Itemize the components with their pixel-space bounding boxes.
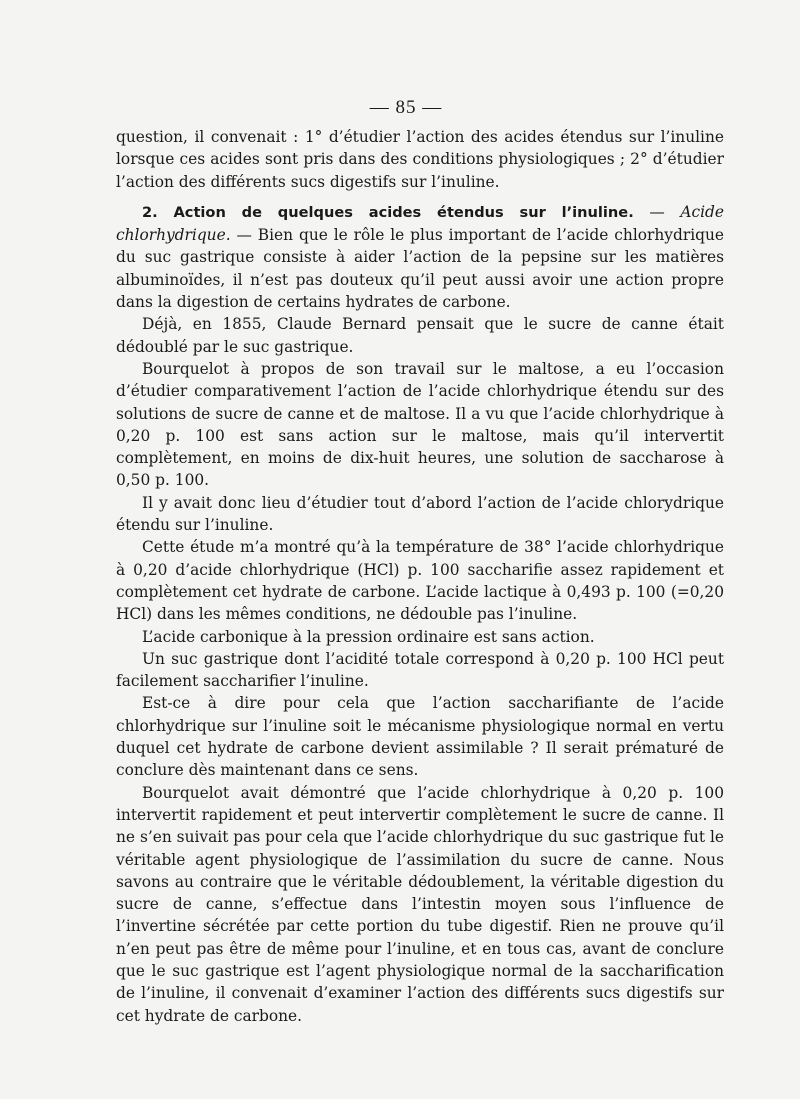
page-number: — 85 — — [369, 97, 443, 118]
section-text: — Bien que le rôle le plus important de l’acide chlorhydrique du suc gastrique consiste à aider l’action de la pepsine sur les matières albuminoïdes, il n’est pas douteux qu’il peut aussi avoir une action propre dans la digestion de certains hydrates de carbone. — [116, 226, 724, 312]
paragraph: Bourquelot avait démontré que l’acide chlorhydrique à 0,20 p. 100 intervertit rapidement et peut intervertir complètement le sucre de canne. Il ne s’en suivait pas pour cela que l’acide chlorhydrique du suc gastrique fut le véritable agent physiologique de l’assimilation du sucre de canne. Nous savons au contraire que le véritable dédoublement, la véritable digestion du sucre de canne, s’effectue dans l’intestin moyen sous l’influence de l’invertine sécrétée par cette portion du tube digestif. Rien ne prouve qu’il n’en peut pas être de même pour l’inuline, et en tous cas, avant de conclure que le suc gastrique est l’agent physiologique normal de la saccharification de l’inuline, il convenait d’examiner l’action des différents sucs digestifs sur cet hydrate de carbone. — [116, 783, 724, 1025]
paragraph: Déjà, en 1855, Claude Bernard pensait que le sucre de canne était dédoublé par le suc gastrique. — [116, 315, 724, 356]
paragraph: Bourquelot à propos de son travail sur le maltose, a eu l’occasion d’étudier comparativement l’action de l’acide chlorhydrique étendu sur des solutions de sucre de canne et de maltose. Il a vu que l’acide chlorhydrique à 0,20 p. 100 est sans action sur le maltose, mais qu’il intervertit complètement, en moins de dix-huit heures, une solution de saccharose à 0,50 p. 100. — [116, 359, 724, 490]
section-heading: 2. Action de quelques acides étendus sur l’inuline. — [142, 203, 634, 221]
paragraph: Cette étude m’a montré qu’à la température de 38° l’acide chlorhydrique à 0,20 d’acide chlorhydrique (HCl) p. 100 saccharifie assez rapidement et complètement cet hydrate de carbone. L’acide lactique à 0,493 p. 100 (=0,20 HCl) dans les mêmes conditions, ne dédouble pas l’inuline. — [116, 538, 724, 624]
section-subheading: Acide chlorhydrique. — [116, 202, 724, 245]
section-dash: — — [633, 202, 681, 221]
paragraph: Est-ce à dire pour cela que l’action saccharifiante de l’acide chlorhydrique sur l’inuline soit le mécanisme physiologique normal en vertu duquel cet hydrate de carbone devient assimilable ? Il serait prématuré de conclure dès maintenant dans ce sens. — [116, 694, 724, 780]
paragraph: L’acide carbonique à la pression ordinaire est sans action. — [142, 627, 595, 646]
section-paragraph — [116, 201, 724, 313]
body-text — [116, 126, 724, 1027]
paragraph: Un suc gastrique dont l’acidité totale correspond à 0,20 p. 100 HCl peut facilement saccharifier l’inuline. — [116, 649, 724, 691]
paragraph: Il y avait donc lieu d’étudier tout d’abord l’action de l’acide chlorydrique étendu sur l’inuline. — [116, 493, 724, 535]
paragraph: question, il convenait : 1° d’étudier l’action des acides étendus sur l’inuline lorsque ces acides sont pris dans des conditions physiologiques ; 2° d’étudier l’action des différents sucs digestifs sur l’inuline. — [116, 128, 724, 191]
